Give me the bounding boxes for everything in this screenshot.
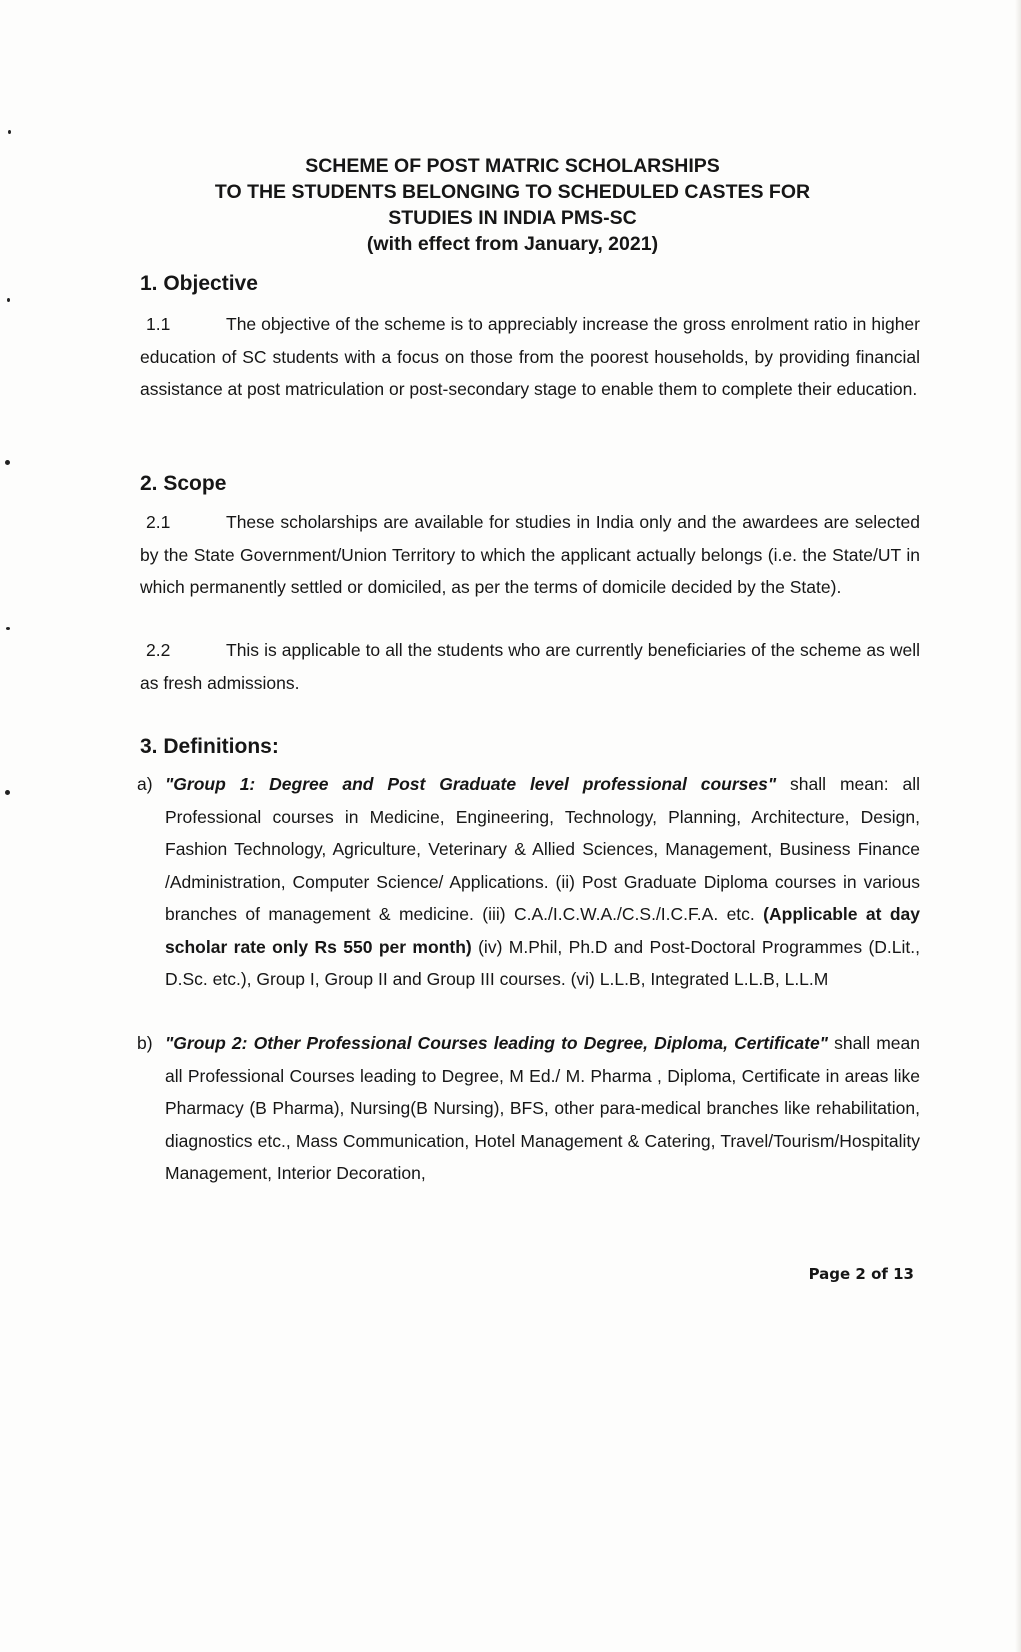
title-line-4: (with effect from January, 2021) — [366, 233, 659, 255]
paragraph-text: This is applicable to all the students who are currently beneficiaries of the scheme as well as fresh admissions. — [140, 640, 920, 693]
scan-speck — [5, 790, 10, 795]
paragraph-number: 2.1 — [146, 512, 171, 532]
title-line-3: STUDIES IN INDIA PMS-SC — [388, 207, 637, 229]
document-title — [140, 153, 885, 257]
section-heading-definitions: 3. Definitions: — [140, 735, 279, 758]
definition-a — [137, 768, 920, 996]
paragraph-text: These scholarships are available for studies in India only and the awardees are selected by the State Government/Union Territory to which the applicant actually belongs (i.e. the State/UT in which permanently settled or domiciled, as per the terms of domicile decided by the State). — [140, 512, 920, 597]
scan-speck — [8, 130, 11, 134]
paragraph-number: 2.2 — [146, 640, 171, 660]
paragraph-number: 1.1 — [146, 314, 171, 334]
scan-edge-shadow — [1015, 0, 1021, 1652]
definition-b — [137, 1027, 920, 1190]
paragraph-1-1 — [140, 308, 920, 406]
title-line-2: TO THE STUDENTS BELONGING TO SCHEDULED CASTES FOR — [214, 181, 811, 203]
paragraph-2-2 — [140, 634, 920, 699]
definition-term: "Group 2: Other Professional Courses leading to Degree, Diploma, Certificate" — [165, 1033, 828, 1053]
paragraph-2-1 — [140, 506, 920, 604]
definition-text: shall mean: all Professional courses in Medicine, Engineering, Technology, Planning, Architecture, Design, Fashion Technology, Agriculture, Veterinary & Allied Sciences, Management, Business Finance /Administration, Computer Science/ Applications. (ii) Post Graduate Diploma courses in various branches of management & medicine. (iii) C.A./I.C.W.A./C.S./I.C.F.A. etc. — [165, 774, 920, 924]
definition-body — [165, 1027, 920, 1190]
definition-marker: a) — [137, 774, 153, 794]
section-heading-scope: 2. Scope — [140, 472, 227, 495]
definition-body — [165, 768, 920, 996]
definition-emphasis: (Applicable at day scholar rate only Rs 550 per month) — [165, 904, 920, 957]
page-number: Page 2 of 13 — [808, 1265, 914, 1283]
definition-marker: b) — [137, 1033, 153, 1053]
scan-speck — [7, 298, 10, 302]
scan-speck — [5, 460, 10, 465]
scan-speck — [6, 627, 10, 630]
definition-term: "Group 1: Degree and Post Graduate level professional courses" — [165, 774, 777, 794]
definition-text: shall mean all Professional Courses leading to Degree, M Ed./ M. Pharma , Diploma, Certificate in areas like Pharmacy (B Pharma), Nursing(B Nursing), BFS, other para-medical branches like rehabilitation, diagnostics etc., Mass Communication, Hotel Management & Catering, Travel/Tourism/Hospitality Management, Interior Decoration, — [165, 1033, 921, 1183]
paragraph-text: The objective of the scheme is to appreciably increase the gross enrolment ratio in higher education of SC students with a focus on those from the poorest households, by providing financial assistance at post matriculation or post-secondary stage to enable them to complete their education. — [140, 314, 920, 399]
section-heading-objective: 1. Objective — [140, 272, 258, 295]
definition-text-continued: (iv) M.Phil, Ph.D and Post-Doctoral Programmes (D.Lit., D.Sc. etc.), Group I, Group II and Group III courses. (vi) L.L.B, Integrated L.L.B, L.L.M — [165, 936, 920, 989]
title-line-1: SCHEME OF POST MATRIC SCHOLARSHIPS — [305, 155, 720, 177]
